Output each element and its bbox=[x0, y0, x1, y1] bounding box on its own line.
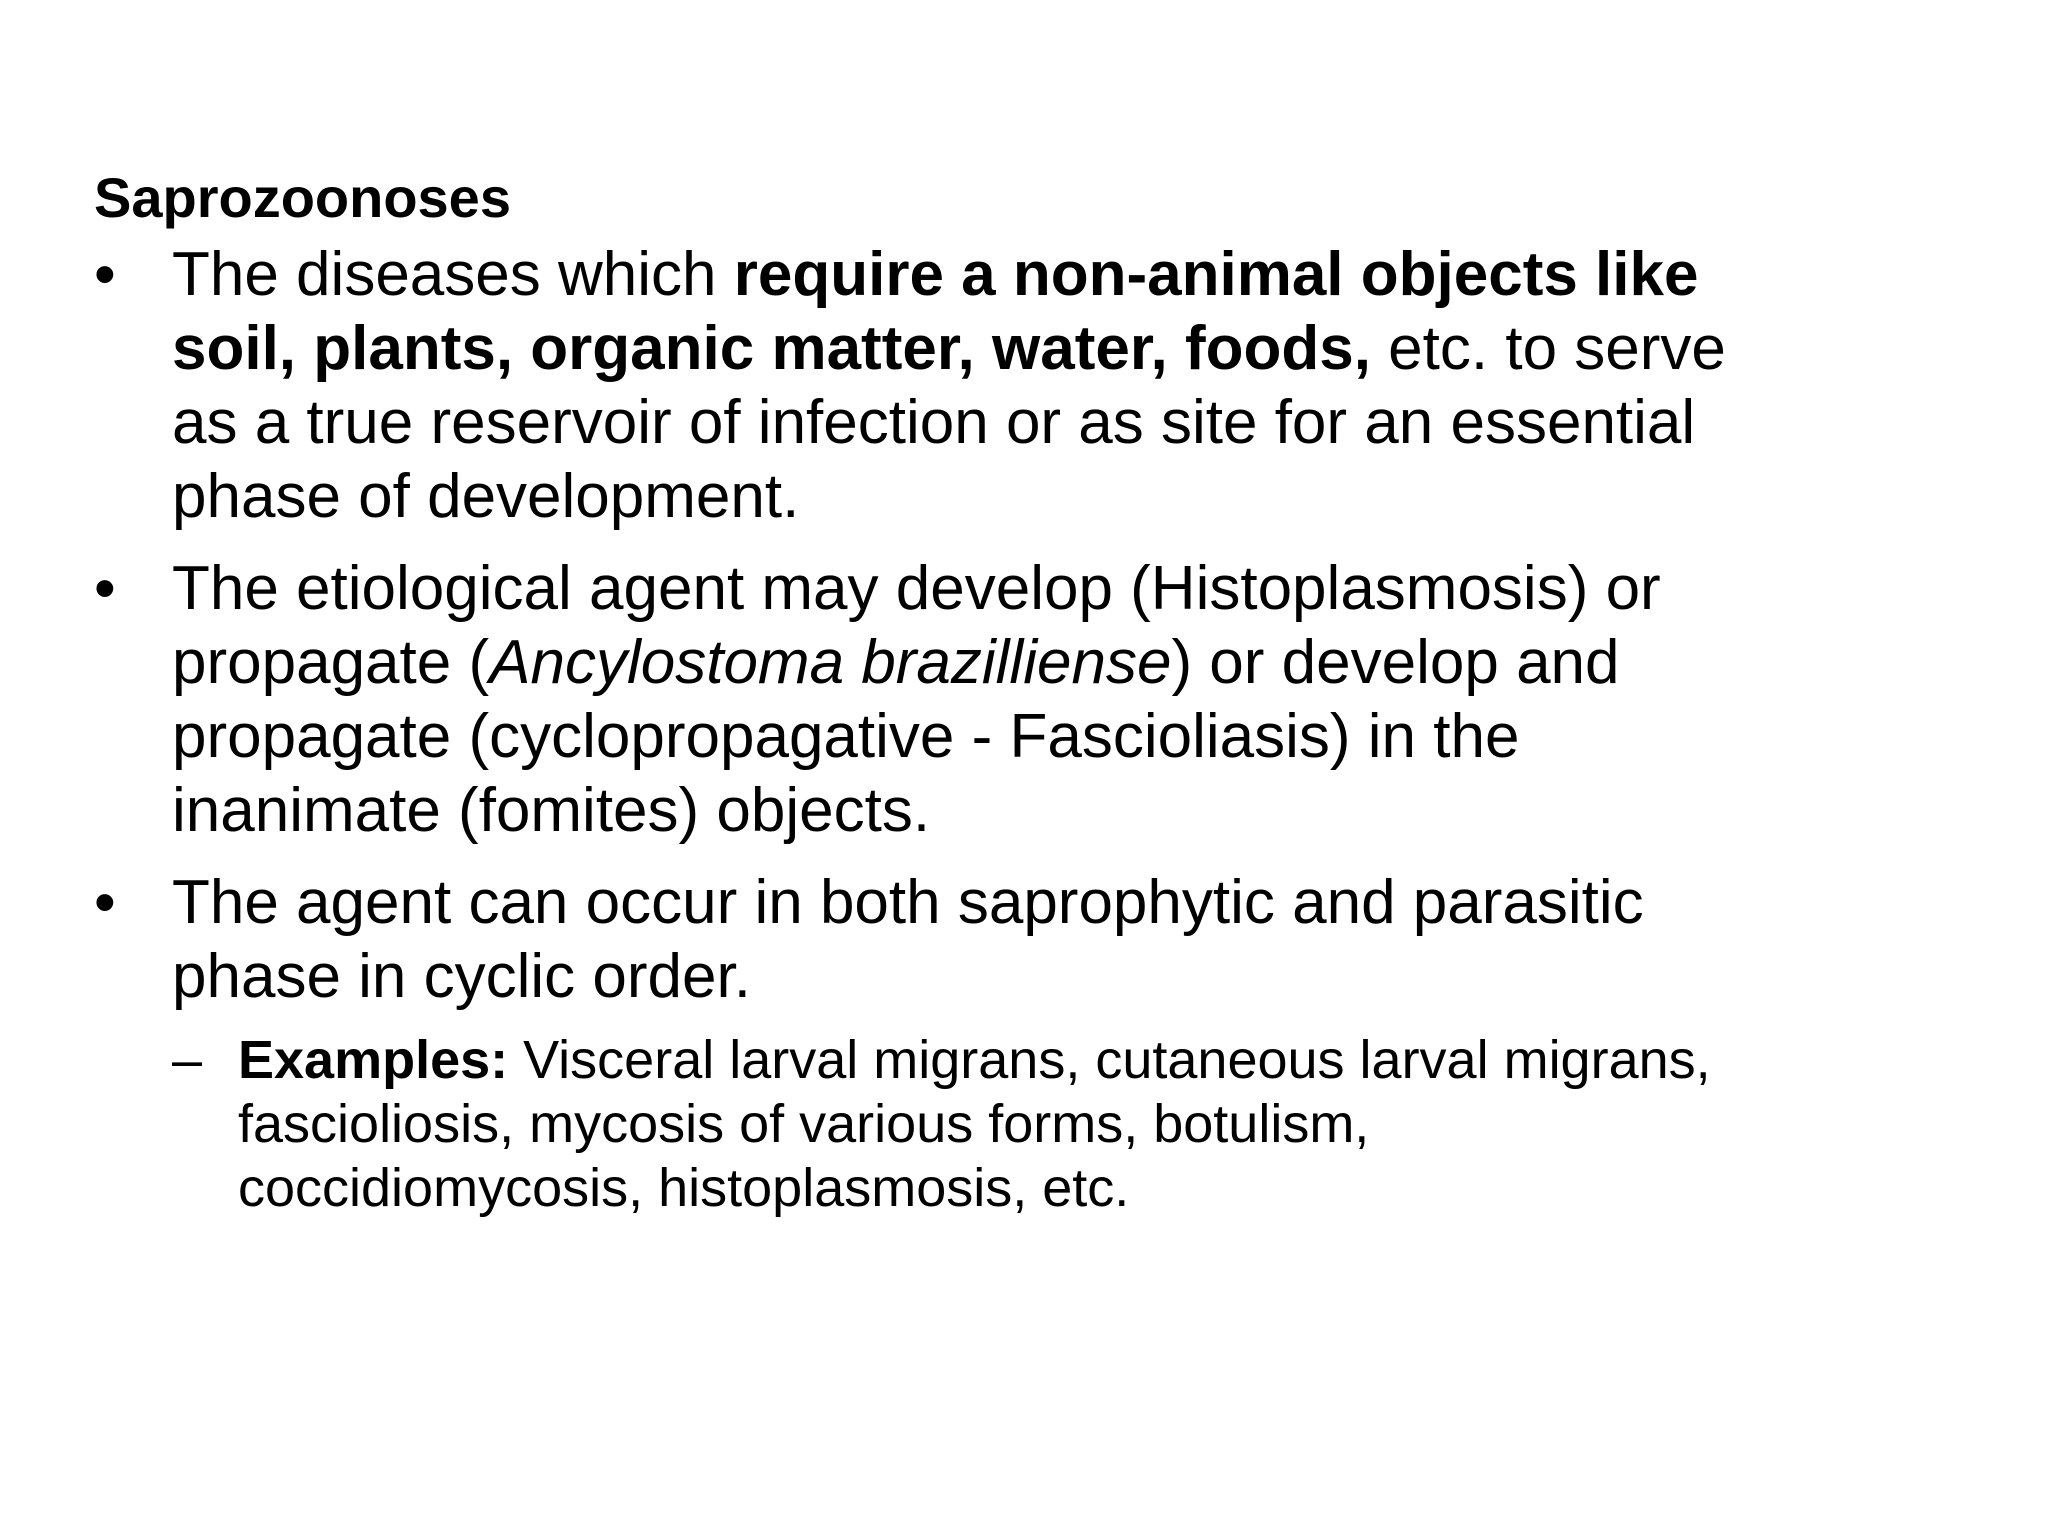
text-run: ) or develop and bbox=[1171, 628, 1620, 697]
sub-bullet-examples bbox=[172, 1028, 1994, 1220]
bullet-line: The agent can occur in both saprophytic and parasitic bbox=[172, 868, 1644, 937]
bullet-line bbox=[172, 626, 2032, 700]
bold-text-run: require a non-animal objects like bbox=[733, 240, 1699, 309]
bullet-item-etiology bbox=[94, 552, 2032, 848]
bullet-item-definition bbox=[94, 238, 2032, 534]
text-run: The diseases which bbox=[172, 240, 734, 309]
bullet-line: propagate (cyclopropagative - Fascioliasis) in the bbox=[172, 702, 1520, 771]
italic-text-run: Ancylostoma brazilliense bbox=[489, 628, 1172, 697]
bullet-line: phase of development. bbox=[172, 462, 800, 531]
sub-bullet-line bbox=[238, 1028, 1994, 1092]
bullet-line: as a true reservoir of infection or as site for an essential bbox=[172, 388, 1696, 457]
slide-heading: Saprozoonoses bbox=[94, 166, 511, 229]
bullet-line: inanimate (fomites) objects. bbox=[172, 776, 931, 845]
slide-content bbox=[94, 160, 1994, 1220]
bullet-list bbox=[94, 238, 1994, 1014]
text-run: Visceral larval migrans, cutaneous larval migrans, bbox=[508, 1030, 1711, 1090]
dash-icon: – bbox=[172, 1030, 203, 1090]
bullet-icon: • bbox=[94, 868, 116, 937]
bullet-icon: • bbox=[94, 554, 116, 623]
sub-bullet-line: fascioliosis, mycosis of various forms, botulism, bbox=[238, 1094, 1370, 1154]
bullet-line: phase in cyclic order. bbox=[172, 942, 751, 1011]
sub-bullet-line: coccidiomycosis, histoplasmosis, etc. bbox=[238, 1158, 1130, 1218]
bullet-icon: • bbox=[94, 240, 116, 309]
text-run: propagate ( bbox=[172, 628, 490, 697]
bullet-line bbox=[172, 238, 2032, 312]
text-run: etc. to serve bbox=[1370, 314, 1726, 383]
examples-label: Examples: bbox=[238, 1030, 509, 1090]
bullet-item-phases bbox=[94, 866, 2032, 1014]
bullet-line: The etiological agent may develop (Histoplasmosis) or bbox=[172, 554, 1661, 623]
bold-text-run: soil, plants, organic matter, water, foods, bbox=[172, 314, 1371, 383]
bullet-line bbox=[172, 312, 2032, 386]
